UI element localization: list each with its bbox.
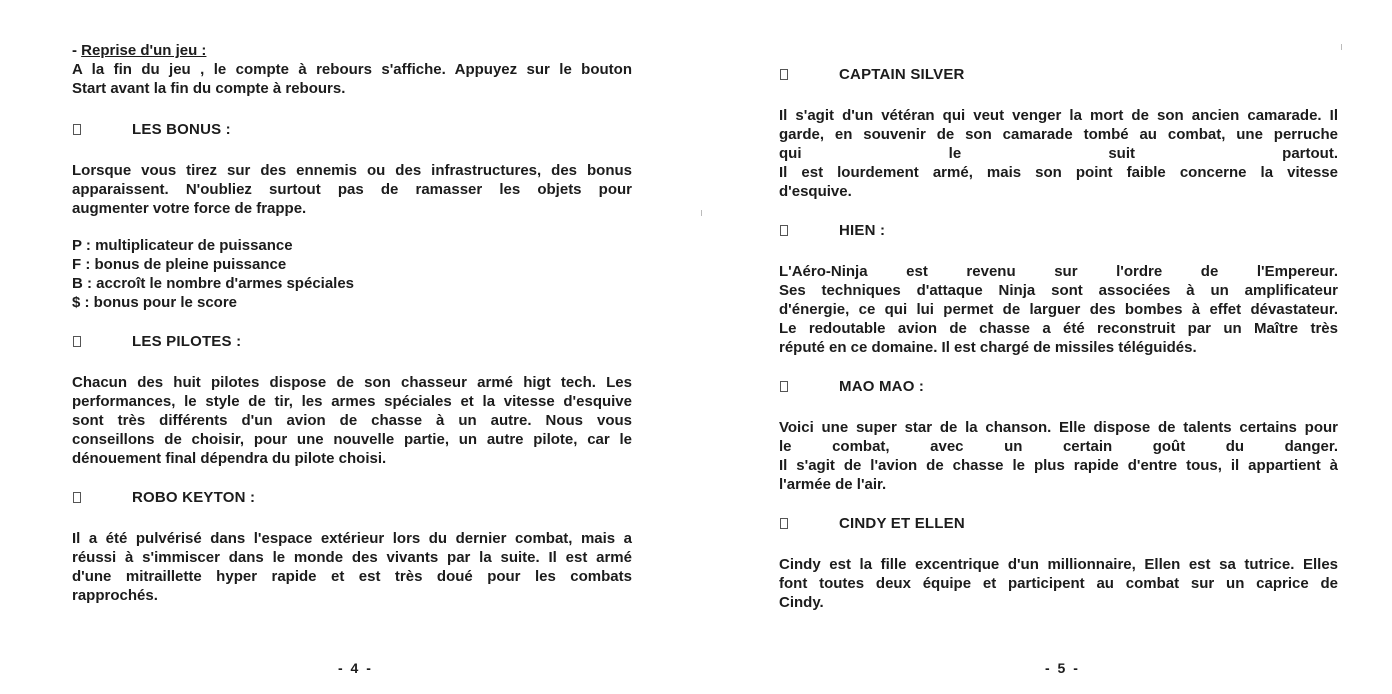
robo-keyton-heading-label: ROBO KEYTON : xyxy=(132,489,256,506)
cindy-ellen-text-line: font toutes deux équipe et participent au combat sur un caprice de xyxy=(779,575,1338,592)
bonus-item: F : bonus de pleine puissance xyxy=(72,256,287,273)
bonus-text-line: augmenter votre force de frappe. xyxy=(72,200,307,217)
bonus-text-line: apparaissent. N'oubliez surtout pas de ramasser les objets pour xyxy=(72,181,632,198)
mao-mao-heading xyxy=(779,377,1338,396)
intro-heading: Reprise d'un jeu : xyxy=(81,42,207,59)
mao-mao-text-line: Voici une super star de la chanson. Elle dispose de talents certains pour xyxy=(779,419,1338,436)
checkbox-icon xyxy=(73,336,81,347)
page-5 xyxy=(700,0,1392,694)
captain-silver-text-line: Il s'agit d'un vétéran qui veut venger la mort de son ancien camarade. Il xyxy=(779,107,1338,124)
cindy-ellen-heading xyxy=(779,514,1338,533)
mao-mao-text-line: le combat, avec un certain goût du danger. xyxy=(779,438,1338,455)
intro-line: Start avant la fin du compte à rebours. xyxy=(72,80,346,97)
bonus-list xyxy=(72,236,632,312)
scan-speck xyxy=(1341,44,1342,50)
hien-text-line: réputé en ce domaine. Il est chargé de missiles téléguidés. xyxy=(779,339,1197,356)
page-number: - 4 - xyxy=(338,660,373,676)
pilots-text-line: sont très différents d'un avion de chasse à un autre. Nous vous xyxy=(72,412,632,429)
pilots-text-line: dénouement final dépendra du pilote choisi. xyxy=(72,450,387,467)
hien-text-line: Le redoutable avion de chasse a été reconstruit par un Maître très xyxy=(779,320,1338,337)
robo-keyton-text-line: réussi à s'immiscer dans le monde des vivants par la suite. Il est armé xyxy=(72,549,632,566)
captain-silver-text-line: qui le suit partout. xyxy=(779,145,1338,162)
cindy-ellen-text-line: Cindy. xyxy=(779,594,824,611)
page-number: - 5 - xyxy=(1045,660,1080,676)
captain-silver-text-line: d'esquive. xyxy=(779,183,852,200)
pilots-section xyxy=(72,332,632,468)
pilots-heading-label: LES PILOTES : xyxy=(132,333,242,350)
intro-line: A la fin du jeu , le compte à rebours s'affiche. Appuyez sur le bouton xyxy=(72,61,632,78)
captain-silver-heading-label: CAPTAIN SILVER xyxy=(839,66,965,83)
captain-silver-text-line: Il est lourdement armé, mais son point faible concerne la vitesse xyxy=(779,164,1338,181)
intro-heading-line xyxy=(72,41,632,60)
checkbox-icon xyxy=(73,124,81,135)
scan-speck xyxy=(701,210,702,216)
bonus-item: P : multiplicateur de puissance xyxy=(72,237,293,254)
bonus-text-line: Lorsque vous tirez sur des ennemis ou des infrastructures, des bonus xyxy=(72,162,632,179)
robo-keyton-section xyxy=(72,488,632,605)
checkbox-icon xyxy=(780,381,788,392)
checkbox-icon xyxy=(780,225,788,236)
robo-keyton-text-line: rapprochés. xyxy=(72,587,158,604)
bonus-item: $ : bonus pour le score xyxy=(72,294,238,311)
cindy-ellen-text-line: Cindy est la fille excentrique d'un millionnaire, Ellen est sa tutrice. Elles xyxy=(779,556,1338,573)
pilots-text-line: performances, le style de tir, les armes spéciales et la vitesse d'esquive xyxy=(72,393,632,410)
cindy-ellen-heading-label: CINDY ET ELLEN xyxy=(839,515,965,532)
cindy-ellen-section xyxy=(779,514,1338,612)
left-column xyxy=(72,41,632,605)
mao-mao-section xyxy=(779,377,1338,494)
bonus-item: B : accroît le nombre d'armes spéciales xyxy=(72,275,355,292)
bonus-section xyxy=(72,120,632,312)
checkbox-icon xyxy=(780,518,788,529)
robo-keyton-text-line: d'une mitraillette hyper rapide et est très doué pour les combats xyxy=(72,568,632,585)
hien-text-line: Ses techniques d'attaque Ninja sont associées à un amplificateur xyxy=(779,282,1338,299)
pilots-heading xyxy=(72,332,632,351)
robo-keyton-text-line: Il a été pulvérisé dans l'espace extérieur lors du dernier combat, mais a xyxy=(72,530,632,547)
checkbox-icon xyxy=(780,69,788,80)
mao-mao-text-line: l'armée de l'air. xyxy=(779,476,887,493)
hien-text-line: d'énergie, ce qui lui permet de larguer des bombes à effet dévastateur. xyxy=(779,301,1338,318)
hien-heading-label: HIEN : xyxy=(839,222,886,239)
bonus-heading xyxy=(72,120,632,139)
intro-heading-prefix: - xyxy=(72,42,82,59)
hien-heading xyxy=(779,221,1338,240)
captain-silver-section xyxy=(779,65,1338,201)
mao-mao-text-line: Il s'agit de l'avion de chasse le plus rapide d'entre tous, il appartient à xyxy=(779,457,1338,474)
robo-keyton-heading xyxy=(72,488,632,507)
hien-text-line: L'Aéro-Ninja est revenu sur l'ordre de l'Empereur. xyxy=(779,263,1338,280)
mao-mao-heading-label: MAO MAO : xyxy=(839,378,925,395)
captain-silver-text-line: garde, en souvenir de son camarade tombé au combat, une perruche xyxy=(779,126,1338,143)
bonus-heading-label: LES BONUS : xyxy=(132,121,231,138)
pilots-text-line: conseillons de choisir, pour une nouvelle partie, un autre pilote, car le xyxy=(72,431,632,448)
pilots-text-line: Chacun des huit pilotes dispose de son chasseur armé higt tech. Les xyxy=(72,374,632,391)
checkbox-icon xyxy=(73,492,81,503)
captain-silver-heading xyxy=(779,65,1338,84)
hien-section xyxy=(779,221,1338,357)
right-column xyxy=(779,65,1338,612)
intro-section xyxy=(72,41,632,98)
